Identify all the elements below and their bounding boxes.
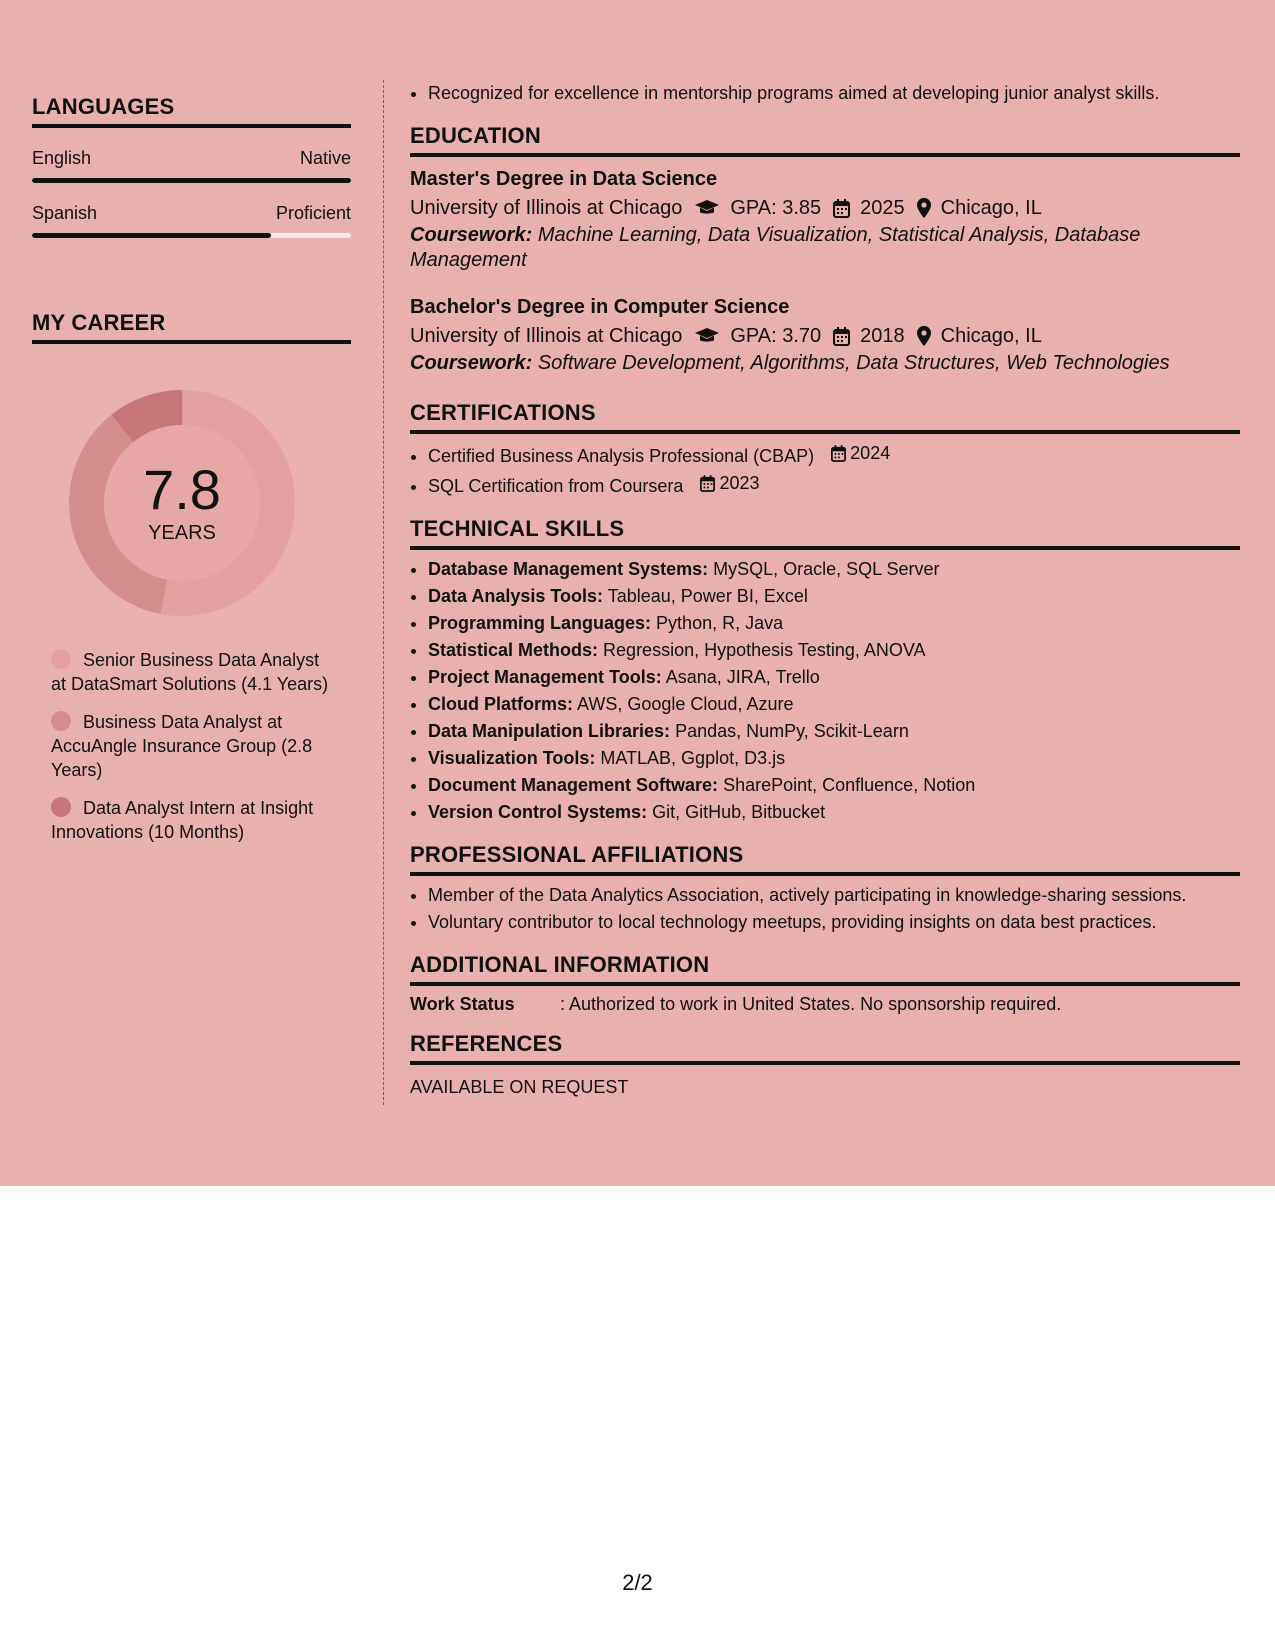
skill-value: Asana, JIRA, Trello bbox=[665, 667, 820, 687]
school-location: Chicago, IL bbox=[940, 197, 1042, 219]
skill-value: AWS, Google Cloud, Azure bbox=[577, 694, 794, 714]
language-bar-fill bbox=[32, 178, 351, 183]
degree-title: Bachelor's Degree in Computer Science bbox=[410, 296, 790, 318]
career-legend-item bbox=[51, 796, 331, 844]
work-status-label: Work Status bbox=[410, 994, 515, 1014]
language-bar-fill bbox=[32, 233, 271, 238]
skill-value: Tableau, Power BI, Excel bbox=[607, 586, 808, 606]
school-name: University of Illinois at Chicago bbox=[410, 197, 683, 219]
language-item bbox=[32, 148, 351, 183]
coursework-label: Coursework: bbox=[410, 352, 533, 374]
skill-label: Programming Languages: bbox=[428, 613, 652, 633]
language-bar bbox=[32, 178, 351, 183]
skill-item bbox=[428, 718, 1240, 745]
skill-label: Statistical Methods: bbox=[428, 640, 599, 660]
coursework bbox=[410, 223, 1240, 273]
school-name: University of Illinois at Chicago bbox=[410, 325, 683, 347]
skill-item bbox=[428, 691, 1240, 718]
references-section bbox=[410, 1031, 1240, 1098]
location-pin-icon bbox=[917, 198, 931, 218]
education-title: EDUCATION bbox=[410, 123, 1240, 157]
language-name: English bbox=[32, 148, 92, 168]
career-legend-label: Senior Business Data Analyst at DataSmart Solutions (4.1 Years) bbox=[51, 650, 329, 694]
graduation-cap-icon bbox=[694, 199, 720, 217]
career-legend-item bbox=[51, 710, 331, 782]
work-status-value: : Authorized to work in United States. No sponsorship required. bbox=[560, 994, 1062, 1014]
references-title: REFERENCES bbox=[410, 1031, 1240, 1065]
skill-label: Visualization Tools: bbox=[428, 748, 596, 768]
career-legend-label: Data Analyst Intern at Insight Innovations (10 Months) bbox=[51, 798, 314, 842]
school-location: Chicago, IL bbox=[940, 325, 1042, 347]
skill-item bbox=[428, 610, 1240, 637]
certification-item bbox=[428, 440, 1240, 470]
coursework-label: Coursework: bbox=[410, 224, 533, 246]
skill-label: Project Management Tools: bbox=[428, 667, 662, 687]
skills-section bbox=[410, 516, 1240, 826]
language-name: Spanish bbox=[32, 203, 98, 223]
calendar-icon bbox=[700, 475, 715, 492]
skill-value: MATLAB, Ggplot, D3.js bbox=[600, 748, 786, 768]
graduation-year: 2025 bbox=[860, 197, 905, 219]
skill-label: Data Analysis Tools: bbox=[428, 586, 604, 606]
graduation-year: 2018 bbox=[860, 325, 905, 347]
certification-name: Certified Business Analysis Professional (CBAP) bbox=[428, 446, 815, 466]
career-donut-chart bbox=[67, 388, 297, 618]
skill-value: Python, R, Java bbox=[656, 613, 784, 633]
gpa: GPA: 3.70 bbox=[730, 325, 822, 347]
coursework bbox=[410, 351, 1240, 376]
language-level: Proficient bbox=[275, 203, 351, 223]
language-item bbox=[32, 203, 351, 238]
affiliation-item: • Member of the Data Analytics Association, actively participating in knowledge-sharing sessions. bbox=[428, 882, 1240, 909]
coursework-list: Software Development, Algorithms, Data Structures, Web Technologies bbox=[537, 352, 1170, 374]
calendar-icon bbox=[831, 445, 846, 462]
skills-title: TECHNICAL SKILLS bbox=[410, 516, 1240, 550]
references-text: AVAILABLE ON REQUEST bbox=[410, 1077, 629, 1097]
career-total-years: 7.8 bbox=[143, 457, 221, 521]
legend-dot bbox=[51, 711, 71, 731]
experience-bullet: • Recognized for excellence in mentorship programs aimed at developing junior analyst skills. bbox=[428, 80, 1240, 107]
education-section bbox=[410, 123, 1240, 376]
skill-value: Pandas, NumPy, Scikit-Learn bbox=[675, 721, 909, 741]
certification-item bbox=[428, 470, 1240, 500]
skill-item bbox=[428, 637, 1240, 664]
skill-label: Cloud Platforms: bbox=[428, 694, 574, 714]
skill-value: Regression, Hypothesis Testing, ANOVA bbox=[603, 640, 926, 660]
skill-value: Git, GitHub, Bitbucket bbox=[652, 802, 826, 822]
degree-title: Master's Degree in Data Science bbox=[410, 168, 718, 190]
gpa: GPA: 3.85 bbox=[730, 197, 822, 219]
career-total-unit: YEARS bbox=[148, 521, 216, 544]
left-column bbox=[32, 94, 351, 858]
skill-label: Database Management Systems: bbox=[428, 559, 709, 579]
calendar-icon bbox=[833, 199, 850, 218]
skill-item bbox=[428, 556, 1240, 583]
certifications-section bbox=[410, 400, 1240, 500]
affiliations-title: PROFESSIONAL AFFILIATIONS bbox=[410, 842, 1240, 876]
skill-item bbox=[428, 772, 1240, 799]
legend-dot bbox=[51, 797, 71, 817]
language-bar bbox=[32, 233, 351, 238]
column-divider bbox=[383, 80, 384, 1105]
certification-name: SQL Certification from Coursera bbox=[428, 476, 684, 496]
affiliations-section bbox=[410, 842, 1240, 936]
experience-bullets bbox=[410, 80, 1240, 107]
skill-value: MySQL, Oracle, SQL Server bbox=[713, 559, 940, 579]
right-column bbox=[410, 80, 1240, 1098]
career-title: MY CAREER bbox=[32, 310, 351, 344]
additional-info-section bbox=[410, 952, 1240, 1015]
skill-item bbox=[428, 799, 1240, 826]
page-number: 2/2 bbox=[622, 1570, 653, 1595]
certification-year: 2024 bbox=[850, 443, 891, 463]
education-item bbox=[410, 165, 1240, 273]
skill-label: Version Control Systems: bbox=[428, 802, 648, 822]
career-legend bbox=[51, 648, 331, 844]
certification-year: 2023 bbox=[719, 473, 760, 493]
skill-label: Document Management Software: bbox=[428, 775, 719, 795]
career-legend-label: Business Data Analyst at AccuAngle Insurance Group (2.8 Years) bbox=[51, 712, 313, 780]
location-pin-icon bbox=[917, 326, 931, 346]
skill-label: Data Manipulation Libraries: bbox=[428, 721, 671, 741]
legend-dot bbox=[51, 649, 71, 669]
coursework-list: Machine Learning, Data Visualization, Statistical Analysis, Database Management bbox=[410, 224, 1141, 271]
certifications-title: CERTIFICATIONS bbox=[410, 400, 1240, 434]
education-item bbox=[410, 293, 1240, 376]
skill-item bbox=[428, 745, 1240, 772]
skill-item bbox=[428, 664, 1240, 691]
languages-title: LANGUAGES bbox=[32, 94, 351, 128]
career-legend-item bbox=[51, 648, 331, 696]
skill-item bbox=[428, 583, 1240, 610]
calendar-icon bbox=[833, 327, 850, 346]
additional-info-title: ADDITIONAL INFORMATION bbox=[410, 952, 1240, 986]
graduation-cap-icon bbox=[694, 327, 720, 345]
skill-value: SharePoint, Confluence, Notion bbox=[723, 775, 976, 795]
language-level: Native bbox=[299, 148, 351, 168]
affiliation-item: • Voluntary contributor to local technology meetups, providing insights on data best practices. bbox=[428, 909, 1240, 936]
